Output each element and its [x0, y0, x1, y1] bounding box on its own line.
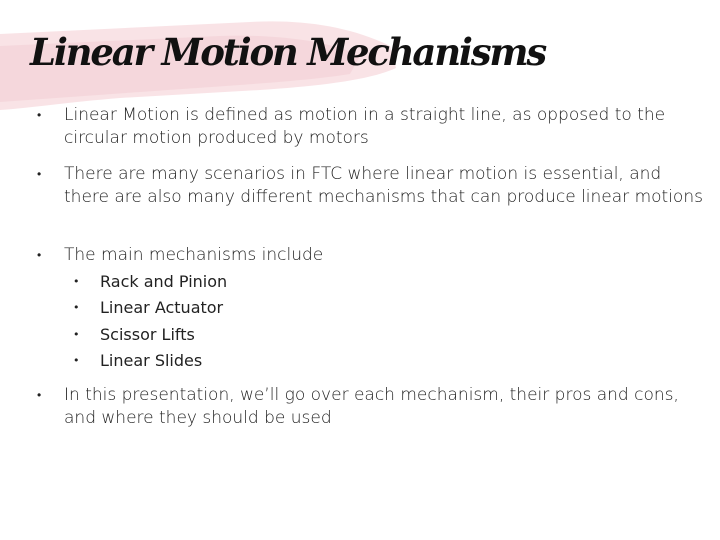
bullet-item — [37, 104, 704, 150]
sub-bullet-item — [73, 325, 195, 345]
sub-bullet-text: Scissor Lifts — [100, 325, 195, 344]
bullet-text: The main mechanisms include — [64, 245, 324, 265]
bullet-item — [37, 384, 704, 430]
bullet-icon: • — [37, 108, 42, 122]
bullet-item — [37, 163, 704, 209]
bullet-icon: • — [73, 301, 80, 314]
sub-bullet-item — [73, 351, 203, 371]
bullet-icon: • — [73, 275, 80, 288]
bullet-text: Linear Motion is defined as motion in a straight line, as opposed to the circular motion produced by motors — [64, 105, 666, 148]
sub-bullet-text: Linear Slides — [100, 351, 203, 370]
sub-bullet-item — [73, 272, 228, 292]
sub-bullet-text: Rack and Pinion — [100, 272, 228, 291]
bullet-text: In this presentation, we’ll go over each mechanism, their pros and cons, and where they should be used — [64, 385, 679, 428]
sub-bullet-item — [73, 298, 224, 318]
bullet-icon: • — [37, 167, 42, 181]
bullet-text: There are many scenarios in FTC where linear motion is essential, and there are also many different mechanisms that can produce linear motions — [64, 164, 703, 207]
slide-title: Linear Motion Mechanisms — [30, 30, 545, 74]
bullet-icon: • — [73, 328, 80, 341]
bullet-item — [37, 244, 704, 267]
sub-bullet-text: Linear Actuator — [100, 298, 224, 317]
bullet-icon: • — [37, 248, 42, 262]
bullet-icon: • — [73, 354, 80, 367]
bullet-icon: • — [37, 388, 42, 402]
